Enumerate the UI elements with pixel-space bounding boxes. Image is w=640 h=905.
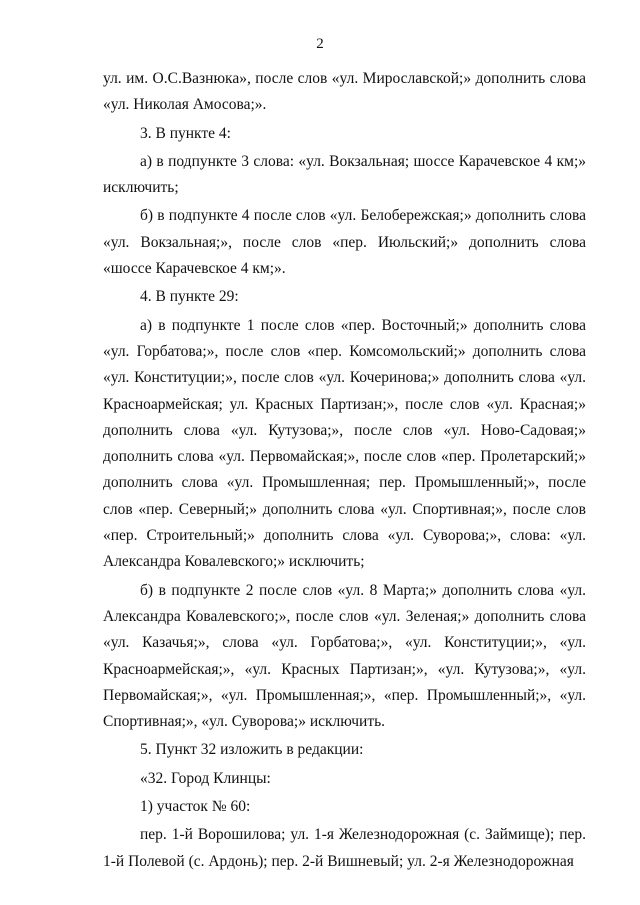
paragraph-item-3: 3. В пункте 4: <box>140 124 231 142</box>
paragraph-plot-heading: 1) участок № 60: <box>140 798 251 816</box>
paragraph-item-3a: а) в подпункте 3 слова: «ул. Вокзальная; шоссе Карачевское 4 км;» исключить; <box>103 152 586 197</box>
paragraph-item-3b: б) в подпункте 4 после слов «ул. Белобережская;» дополнить слова «ул. Вокзальная;», после слов «пер. Июльский;» дополнить слова «шоссе Карачевское 4 км;». <box>103 207 586 278</box>
paragraph-street-list: пер. 1-й Ворошилова; ул. 1-я Железнодорожная (с. Займище); пер. 1-й Полевой (с. Ардонь); пер. 2-й Вишневый; ул. 2-я Железнодорожная <box>103 826 586 870</box>
page-number: 2 <box>316 36 324 52</box>
paragraph-item-4a: а) в подпункте 1 после слов «пер. Восточный;» дополнить слова «ул. Горбатова;», после слов «пер. Комсомольский;» дополнить слова «ул. Конституции;», после слов «ул. Кочеринова;» дополнить слова «ул. Красноармейская; ул. Красных Партизан;», после слов «ул. Красная;» дополнить слова «ул. Кутузова;», после слов «ул. Ново-Садовая;» дополнить слова «ул. Первомайская;», после слов «пер. Пролетарский;» дополнить слова «ул. Промышленная; пер. Промышленный;», после слов «пер. Северный;» дополнить слова «ул. Спортивная;», после слов «пер. Строительный;» дополнить слова «ул. Суворова;», слова: «ул. Александра Ковалевского;» исключить; <box>103 316 586 571</box>
paragraph-item-5: 5. Пункт 32 изложить в редакции: <box>140 741 364 759</box>
paragraph-continuation: ул. им. О.С.Вазнюка», после слов «ул. Мирославской;» дополнить слова «ул. Николая Амосова;». <box>103 70 586 114</box>
paragraph-city-heading: «32. Город Клинцы: <box>140 769 271 787</box>
paragraph-item-4b: б) в подпункте 2 после слов «ул. 8 Марта;» дополнить слова «ул. Александра Ковалевского;», после слов «ул. Зеленая;» дополнить слова «ул. Казачья;», слова «ул. Горбатова;», «ул. Конституции;», «ул. Красноармейская;», «ул. Красных Партизан;», «ул. Кутузова;», «ул. Первомайская;», «ул. Промышленная;», «пер. Промышленный;», «ул. Спортивная;», «ул. Суворова;» исключить. <box>103 581 586 731</box>
document-body <box>103 66 586 875</box>
paragraph-item-4: 4. В пункте 29: <box>140 288 239 306</box>
